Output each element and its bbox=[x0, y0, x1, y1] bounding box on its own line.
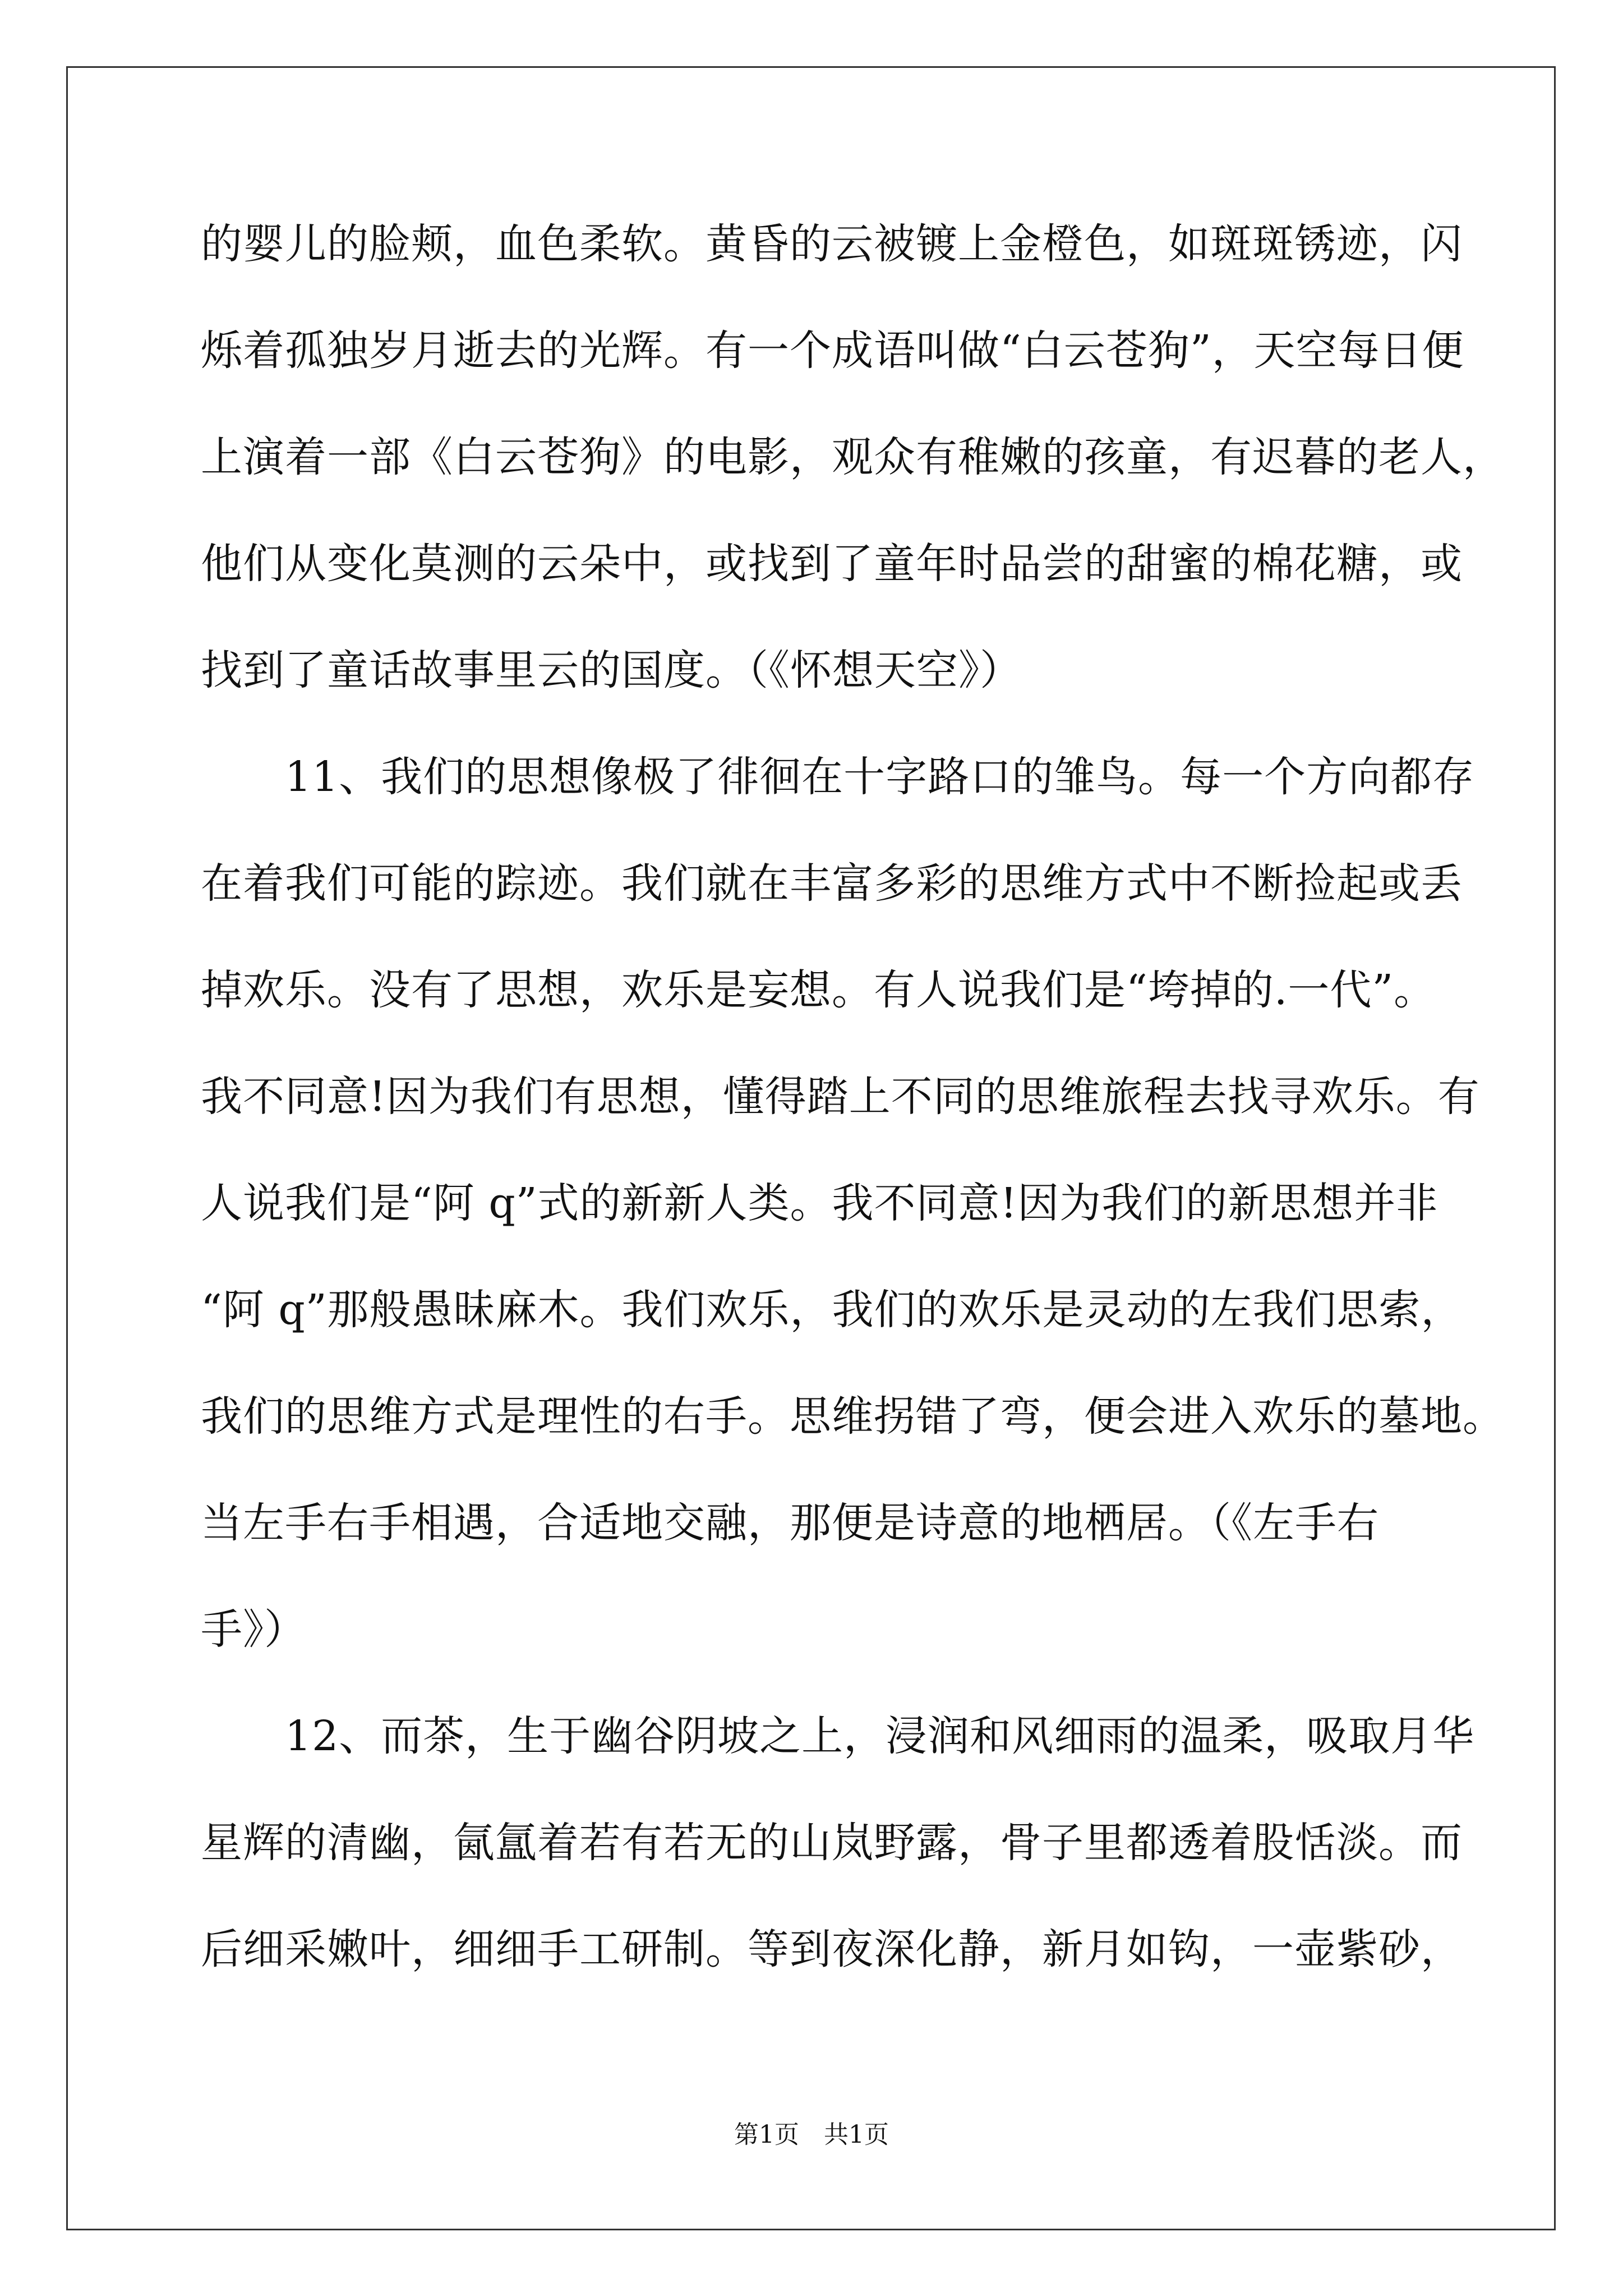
page-border bbox=[66, 66, 1556, 2230]
text-line: 人说我们是“阿 q”式的新新人类。我不同意!因为我们的新思想并非 bbox=[201, 1179, 1438, 1227]
text-line: 手》） bbox=[201, 1605, 306, 1654]
text-line: 当左手右手相遇，合适地交融，那便是诗意的地栖居。（《左手右 bbox=[201, 1499, 1379, 1547]
text-line: 掉欢乐。没有了思想，欢乐是妄想。有人说我们是“垮掉的.一代”。 bbox=[201, 966, 1436, 1014]
text-line: 烁着孤独岁月逝去的光辉。有一个成语叫做“白云苍狗”，天空每日便 bbox=[201, 326, 1464, 375]
paragraph-12-start: 12、而茶，生于幽谷阴坡之上，浸润和风细雨的温柔，吸取月华 bbox=[201, 1712, 1475, 1760]
paragraph-11-start: 11、我们的思想像极了徘徊在十字路口的雏鸟。每一个方向都存 bbox=[201, 753, 1475, 801]
text-line: 上演着一部《白云苍狗》的电影，观众有稚嫩的孩童，有迟暮的老人， bbox=[201, 433, 1505, 481]
text-line: “阿 q”那般愚昧麻木。我们欢乐，我们的欢乐是灵动的左我们思索， bbox=[201, 1286, 1463, 1334]
text-line: 星辉的清幽，氤氲着若有若无的山岚野露，骨子里都透着股恬淡。而 bbox=[201, 1819, 1463, 1867]
text-line: 后细采嫩叶，细细手工研制。等到夜深化静，新月如钩，一壶紫砂， bbox=[201, 1925, 1463, 1973]
text-line: 他们从变化莫测的云朵中，或找到了童年时品尝的甜蜜的棉花糖，或 bbox=[201, 540, 1463, 588]
text-line: 找到了童话故事里云的国度。（《怀想天空》） bbox=[201, 646, 1022, 694]
text-line: 我们的思维方式是理性的右手。思维拐错了弯，便会进入欢乐的墓地。 bbox=[201, 1392, 1505, 1441]
text-line: 我不同意!因为我们有思想，懂得踏上不同的思维旅程去找寻欢乐。有 bbox=[201, 1073, 1480, 1121]
text-line: 在着我们可能的踪迹。我们就在丰富多彩的思维方式中不断捡起或丢 bbox=[201, 859, 1463, 908]
page-number-footer: 第1页 共1页 bbox=[734, 2120, 889, 2149]
text-line: 的婴儿的脸颊，血色柔软。黄昏的云被镀上金橙色，如斑斑锈迹，闪 bbox=[201, 220, 1463, 268]
